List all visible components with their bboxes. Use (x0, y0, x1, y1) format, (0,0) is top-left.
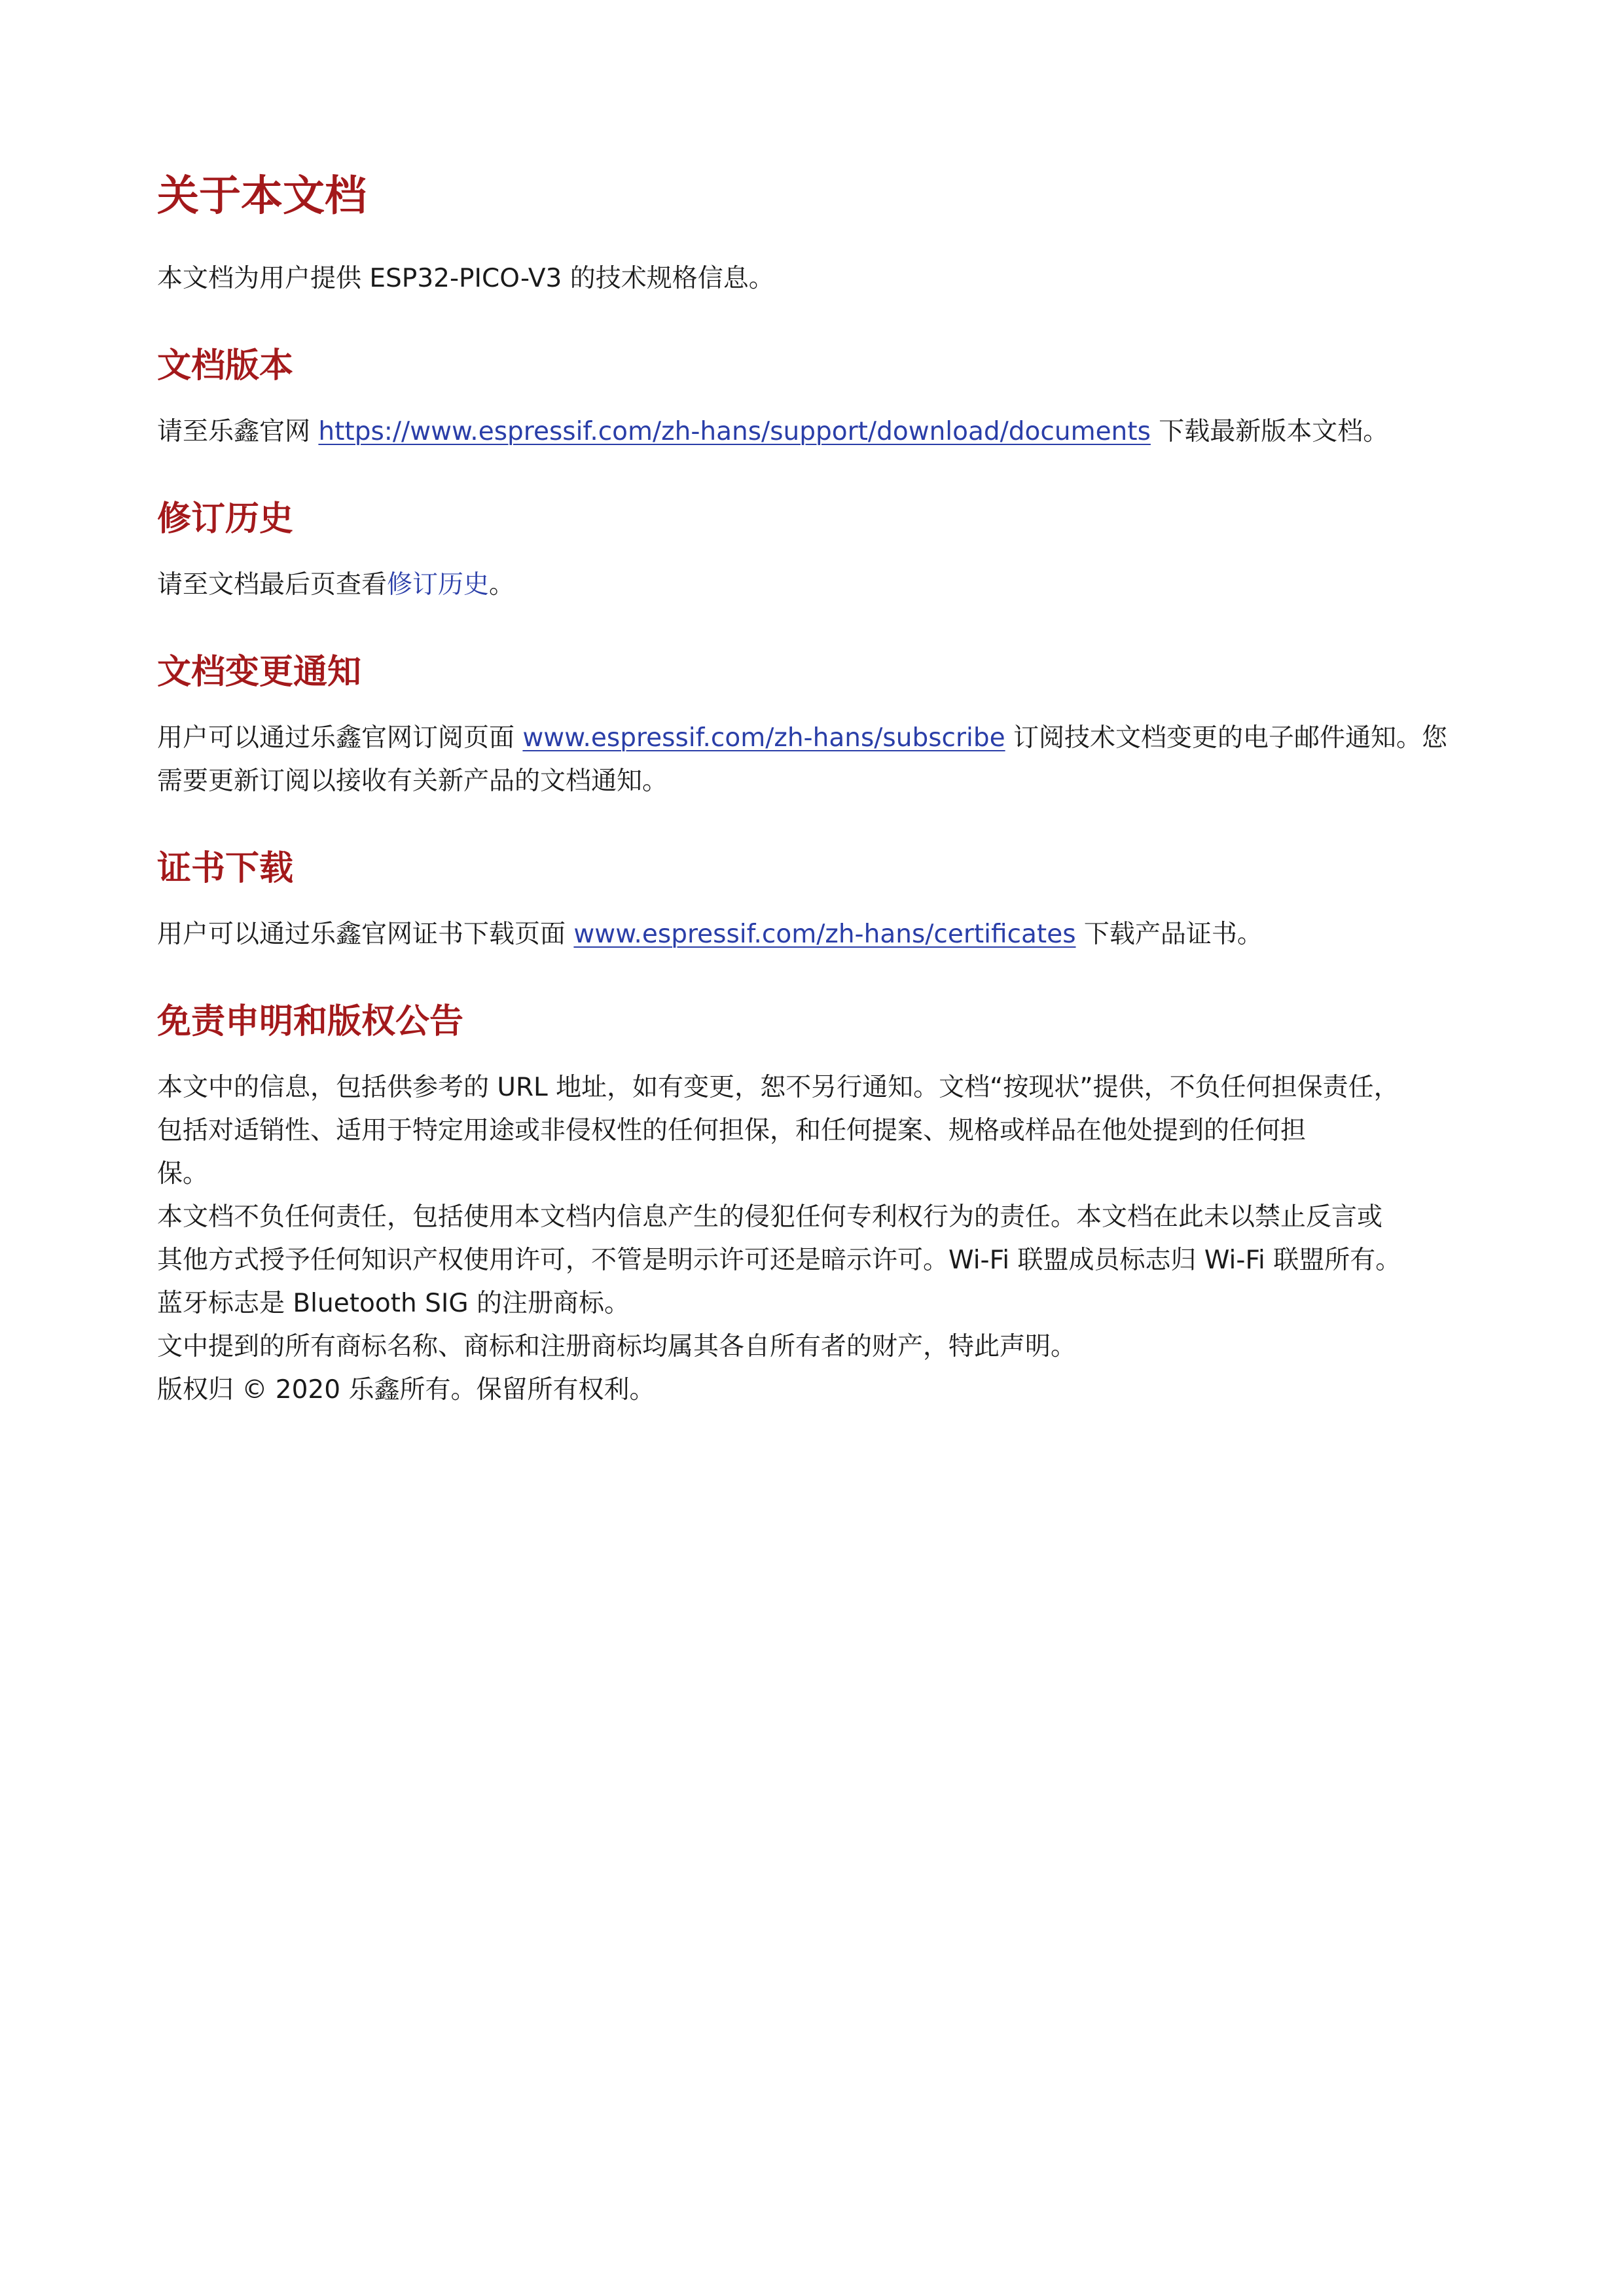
doc-version-suffix: 下载最新版本文档。 (1150, 417, 1389, 446)
certificates-text (157, 913, 1479, 956)
change-notification-line2: 需要更新订阅以接收有关新产品的文档通知。 (157, 766, 668, 796)
disclaimer-line: 蓝牙标志是 Bluetooth SIG 的注册商标。 (157, 1289, 630, 1318)
disclaimer-line: 其他方式授予任何知识产权使用许可，不管是明示许可还是暗示许可。Wi-Fi 联盟成员标志归 Wi-Fi 联盟所有。 (157, 1246, 1401, 1275)
disclaimer-body (157, 1066, 1479, 1412)
certificates-prefix: 用户可以通过乐鑫官网证书下载页面 (157, 920, 574, 949)
revision-history-link[interactable]: 修订历史 (387, 570, 490, 600)
document-page (157, 167, 1479, 1412)
download-documents-link[interactable]: https://www.espressif.com/zh-hans/support/download/documents (318, 417, 1151, 446)
about-text: 本文档为用户提供 ESP32-PICO-V3 的技术规格信息。 (157, 264, 774, 293)
revision-history-text (157, 564, 1479, 607)
doc-version-prefix: 请至乐鑫官网 (157, 417, 319, 446)
heading-doc-version: 文档版本 (157, 346, 294, 386)
disclaimer-line: 本文中的信息，包括供参考的 URL 地址，如有变更，恕不另行通知。文档“按现状”提供，不负任何担保责任， (157, 1073, 1399, 1102)
heading-certificates: 证书下载 (157, 848, 294, 888)
change-notification-suffix: 订阅技术文档变更的电子邮件通知。您 (1005, 723, 1447, 753)
disclaimer-line: 包括对适销性、适用于特定用途或非侵权性的任何担保，和任何提案、规格或样品在他处提到的任何担 (157, 1116, 1307, 1145)
disclaimer-line: 版权归 © 2020 乐鑫所有。保留所有权利。 (157, 1375, 655, 1405)
certificates-suffix: 下载产品证书。 (1075, 920, 1263, 949)
revision-history-suffix: 。 (489, 570, 515, 600)
page-title: 关于本文档 (157, 171, 367, 221)
heading-revision-history: 修订历史 (157, 499, 294, 539)
change-notification-prefix: 用户可以通过乐鑫官网订阅页面 (157, 723, 523, 753)
heading-change-notification: 文档变更通知 (157, 652, 362, 692)
doc-version-text (157, 410, 1479, 454)
disclaimer-line: 文中提到的所有商标名称、商标和注册商标均属其各自所有者的财产，特此声明。 (157, 1332, 1077, 1361)
disclaimer-line: 保。 (157, 1159, 209, 1189)
change-notification-text (157, 717, 1479, 803)
disclaimer-line: 本文档不负任何责任，包括使用本文档内信息产生的侵犯任何专利权行为的责任。本文档在此未以禁止反言或 (157, 1202, 1383, 1232)
revision-history-prefix: 请至文档最后页查看 (157, 570, 388, 600)
heading-disclaimer: 免责申明和版权公告 (157, 1001, 464, 1041)
certificates-link[interactable]: www.espressif.com/zh-hans/certificates (573, 920, 1076, 949)
subscribe-link[interactable]: www.espressif.com/zh-hans/subscribe (522, 723, 1005, 753)
